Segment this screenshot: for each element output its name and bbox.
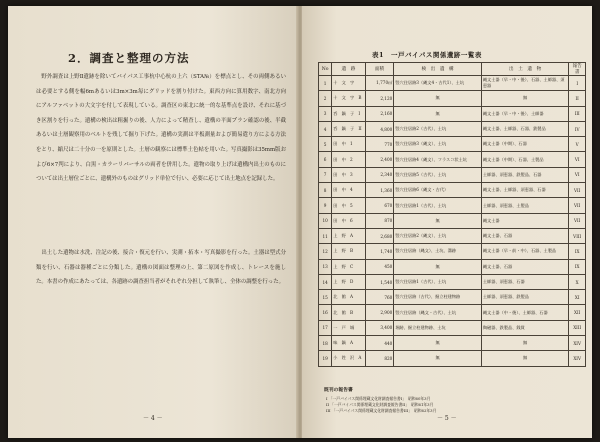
cell-site-name: 田 中 2	[332, 152, 365, 167]
cell-report: I	[569, 76, 586, 91]
cell-area: 450	[365, 259, 394, 274]
right-page	[302, 6, 592, 438]
cell-area: 1,540	[365, 274, 394, 289]
cell-features: 堀跡、掘立柱建物跡、土坑	[394, 320, 482, 335]
cell-report: IX	[569, 244, 586, 259]
cell-report: VIII	[569, 228, 586, 243]
cell-site-name: 田 中 1	[332, 137, 365, 152]
header-report: 報告書	[569, 63, 586, 76]
cell-site-name: 田 中 3	[332, 167, 365, 182]
cell-no: 2	[319, 91, 332, 106]
cell-no: 10	[319, 213, 332, 228]
references-list	[326, 396, 526, 414]
cell-area: 670	[365, 198, 394, 213]
cell-features: 竪穴住居跡1（古代）、土坑	[394, 198, 482, 213]
table-row	[319, 351, 586, 366]
cell-features: 竪穴住居跡（古代）、掘立柱建物跡	[394, 290, 482, 305]
cell-area: 770	[365, 137, 394, 152]
header-artifacts: 出 土 遺 物	[481, 63, 569, 76]
cell-area: 1,740	[365, 244, 394, 259]
cell-no: 18	[319, 336, 332, 351]
sites-table	[318, 62, 586, 367]
cell-report: VII	[569, 198, 586, 213]
cell-features: 無	[394, 91, 482, 106]
cell-features: 竪穴住居跡（縄文・古代）、土坑	[394, 305, 482, 320]
cell-site-name: 上 野 A	[332, 228, 365, 243]
cell-artifacts: 陶磁器、鉄製品、銭貨	[481, 320, 569, 335]
cell-report: VII	[569, 183, 586, 198]
cell-site-name: 呑 鍋 子 I	[332, 106, 365, 121]
cell-report: VII	[569, 213, 586, 228]
cell-features: 竪穴住居跡1（古代）、土坑	[394, 274, 482, 289]
left-page	[8, 6, 298, 438]
cell-site-name: 十 文 字	[332, 76, 365, 91]
table-header-row	[319, 63, 586, 76]
table-row	[319, 198, 586, 213]
cell-features: 無	[394, 336, 482, 351]
cell-features: 竪穴住居跡5（古代）、土坑	[394, 167, 482, 182]
cell-features: 無	[394, 213, 482, 228]
cell-area: 2,680	[365, 228, 394, 243]
cell-artifacts: 縄文土器（早・中・後）、土師器	[481, 106, 569, 121]
header-no: No	[319, 63, 332, 76]
cell-artifacts: 縄文土器（中・後）、土師器、石器	[481, 305, 569, 320]
cell-area: 1,770㎡	[365, 76, 394, 91]
cell-area: 2,120	[365, 91, 394, 106]
cell-features: 竪穴住居跡2（古代）、土坑	[394, 121, 482, 136]
cell-artifacts: 土師器、須恵器、鉄製品	[481, 290, 569, 305]
cell-site-name: 上 野 D	[332, 274, 365, 289]
cell-artifacts: 土師器、須恵器、鉄製品、石器	[481, 167, 569, 182]
cell-report: XIV	[569, 351, 586, 366]
cell-artifacts: 縄文土器（早・前・中）、石器、土製品	[481, 244, 569, 259]
cell-site-name: 上 野 C	[332, 259, 365, 274]
cell-report: IX	[569, 259, 586, 274]
cell-no: 7	[319, 167, 332, 182]
cell-features: 竪穴住居跡2（縄文）、土坑	[394, 228, 482, 243]
cell-no: 5	[319, 137, 332, 152]
cell-no: 1	[319, 76, 332, 91]
table-row	[319, 228, 586, 243]
cell-report: XII	[569, 305, 586, 320]
page-number-right: － 5 －	[437, 415, 457, 422]
reference-item: I 「一戸バイパス関係埋蔵文化財調査報告書I」 昭和60年3月	[326, 396, 431, 401]
table-row	[319, 244, 586, 259]
cell-site-name: 上 野 B	[332, 244, 365, 259]
cell-no: 6	[319, 152, 332, 167]
cell-report: X	[569, 274, 586, 289]
cell-area: 820	[365, 351, 394, 366]
body-paragraph-1: 野外調査は上野Ⅱ遺跡を除いてバイパス工事杭中心杭の上六（STA№）を標点とし、その両側あるいは必要とする側を幅6mあるいは3m×3m毎にグリッドを割り付けた。東西方向に算用数字、南北方向にアルファベットの大文字を付して表現している。調査区の東北に統一的な基準点を設け、それに基づき区割りを行った。遺構の検出は粗掘りの後、人力によって精査し、遺構の平面プラン確認の後、半截あるいは土層観察用のベルトを残して掘り下げた。遺構の実測は平板測量および簡易遣り方による方法をとり、縮尺は二十分の一を原則とした。土層の観察には標準土色帖を用いた。写真撮影は35mm版および6×7判により、白黒・カラーリバーサルの両者を併用した。遺物の取り上げは遺構内出土のものについては出土層位ごとに、遺構外のものはグリッド単位で行い、必要に応じて出土地点を記録した。	[36, 74, 286, 183]
table-row	[319, 213, 586, 228]
cell-area: 4,800	[365, 121, 394, 136]
cell-area: 2,400	[365, 152, 394, 167]
cell-no: 14	[319, 274, 332, 289]
book-spread	[8, 6, 592, 438]
table-row	[319, 305, 586, 320]
cell-artifacts: 縄文土器（早・中・後）、石器、土師器、須恵器	[481, 76, 569, 91]
page-number-left: － 4 －	[143, 415, 163, 422]
cell-site-name: 一 戸 城	[332, 320, 365, 335]
cell-report: XIII	[569, 320, 586, 335]
cell-report: XIV	[569, 336, 586, 351]
cell-area: 760	[365, 290, 394, 305]
cell-no: 17	[319, 320, 332, 335]
cell-artifacts: 縄文土器、石器	[481, 228, 569, 243]
table-row	[319, 336, 586, 351]
cell-site-name: 呑 鍋 子 II	[332, 121, 365, 136]
cell-features: 竪穴住居跡3（縄文4・古代1）、土坑	[394, 76, 482, 91]
cell-report: III	[569, 106, 586, 121]
cell-artifacts: 縄文土器、土師器、須恵器、石器	[481, 183, 569, 198]
cell-report: VI	[569, 167, 586, 182]
table-row	[319, 121, 586, 136]
reference-item: II 「一戸バイパス関係埋蔵文化財調査報告書II」 昭和61年3月	[326, 402, 434, 407]
cell-report: XI	[569, 290, 586, 305]
cell-artifacts: 無	[481, 336, 569, 351]
table-row	[319, 76, 586, 91]
cell-area: 2,160	[365, 106, 394, 121]
table-row	[319, 91, 586, 106]
cell-artifacts: 縄文土器	[481, 213, 569, 228]
cell-artifacts: 無	[481, 351, 569, 366]
cell-features: 無	[394, 106, 482, 121]
table-row	[319, 183, 586, 198]
table-row	[319, 290, 586, 305]
cell-site-name: 北 館 A	[332, 290, 365, 305]
body-paragraph-2: 出土した遺物は水洗、注記の後、接合・復元を行い、実測・拓本・写真撮影を行った。土器は型式分類を行い、石器は器種ごとに分類した。遺構の図面は整理の上、第二原図を作成し、トレースを施した。本書の作成にあたっては、各遺跡の調査担当者がそれぞれ分担して執筆し、全体の調整を行った。	[36, 250, 286, 286]
cell-report: V	[569, 137, 586, 152]
section-title: 2．調査と整理の方法	[68, 51, 190, 65]
cell-site-name: 北 館 B	[332, 305, 365, 320]
cell-report: VI	[569, 152, 586, 167]
cell-site-name: 小 姓 沢 A	[332, 351, 365, 366]
cell-no: 3	[319, 106, 332, 121]
table-row	[319, 106, 586, 121]
cell-no: 13	[319, 259, 332, 274]
cell-site-name: 田 中 5	[332, 198, 365, 213]
cell-no: 4	[319, 121, 332, 136]
cell-area: 3,400	[365, 320, 394, 335]
cell-artifacts: 土師器、須恵器、土製品	[481, 198, 569, 213]
cell-features: 竪穴住居跡6（縄文・古代）	[394, 183, 482, 198]
cell-features: 竪穴住居跡3（縄文）、土坑	[394, 137, 482, 152]
cell-site-name: 味 鍋 A	[332, 336, 365, 351]
cell-artifacts: 縄文土器（中期）、石器	[481, 137, 569, 152]
table-row	[319, 274, 586, 289]
cell-no: 8	[319, 183, 332, 198]
header-features: 検 出 遺 構	[394, 63, 482, 76]
header-area: 面積	[365, 63, 394, 76]
cell-area: 2,900	[365, 305, 394, 320]
cell-no: 16	[319, 305, 332, 320]
table-row	[319, 137, 586, 152]
cell-no: 12	[319, 244, 332, 259]
reference-item: III 「一戸バイパス関係埋蔵文化財調査報告書III」 昭和62年3月	[326, 408, 437, 413]
table-row	[319, 167, 586, 182]
cell-site-name: 十 文 字 B	[332, 91, 365, 106]
table-title: 表1 一戸バイパス関係遺跡一覧表	[372, 51, 482, 59]
cell-features: 竪穴住居跡（縄文）、土坑、溝跡	[394, 244, 482, 259]
cell-features: 無	[394, 259, 482, 274]
cell-no: 19	[319, 351, 332, 366]
cell-features: 無	[394, 351, 482, 366]
cell-report: II	[569, 91, 586, 106]
cell-artifacts: 縄文土器（中期）、石器、土製品	[481, 152, 569, 167]
cell-site-name: 田 中 6	[332, 213, 365, 228]
cell-features: 竪穴住居跡4（縄文）、フラスコ状土坑	[394, 152, 482, 167]
cell-artifacts: 縄文土器、土師器、石器、鉄製品	[481, 121, 569, 136]
cell-area: 1,360	[365, 183, 394, 198]
cell-area: 2,340	[365, 167, 394, 182]
cell-site-name: 田 中 4	[332, 183, 365, 198]
header-site-name: 遺 跡	[332, 63, 365, 76]
table-row	[319, 259, 586, 274]
cell-area: 440	[365, 336, 394, 351]
cell-artifacts: 無	[481, 91, 569, 106]
cell-no: 9	[319, 198, 332, 213]
references-title: 既刊の報告書	[324, 387, 353, 393]
table-row	[319, 320, 586, 335]
cell-artifacts: 縄文土器、石器	[481, 259, 569, 274]
table-row	[319, 152, 586, 167]
cell-no: 15	[319, 290, 332, 305]
cell-area: 870	[365, 213, 394, 228]
cell-artifacts: 土師器、須恵器、石器	[481, 274, 569, 289]
cell-report: IV	[569, 121, 586, 136]
cell-no: 11	[319, 228, 332, 243]
